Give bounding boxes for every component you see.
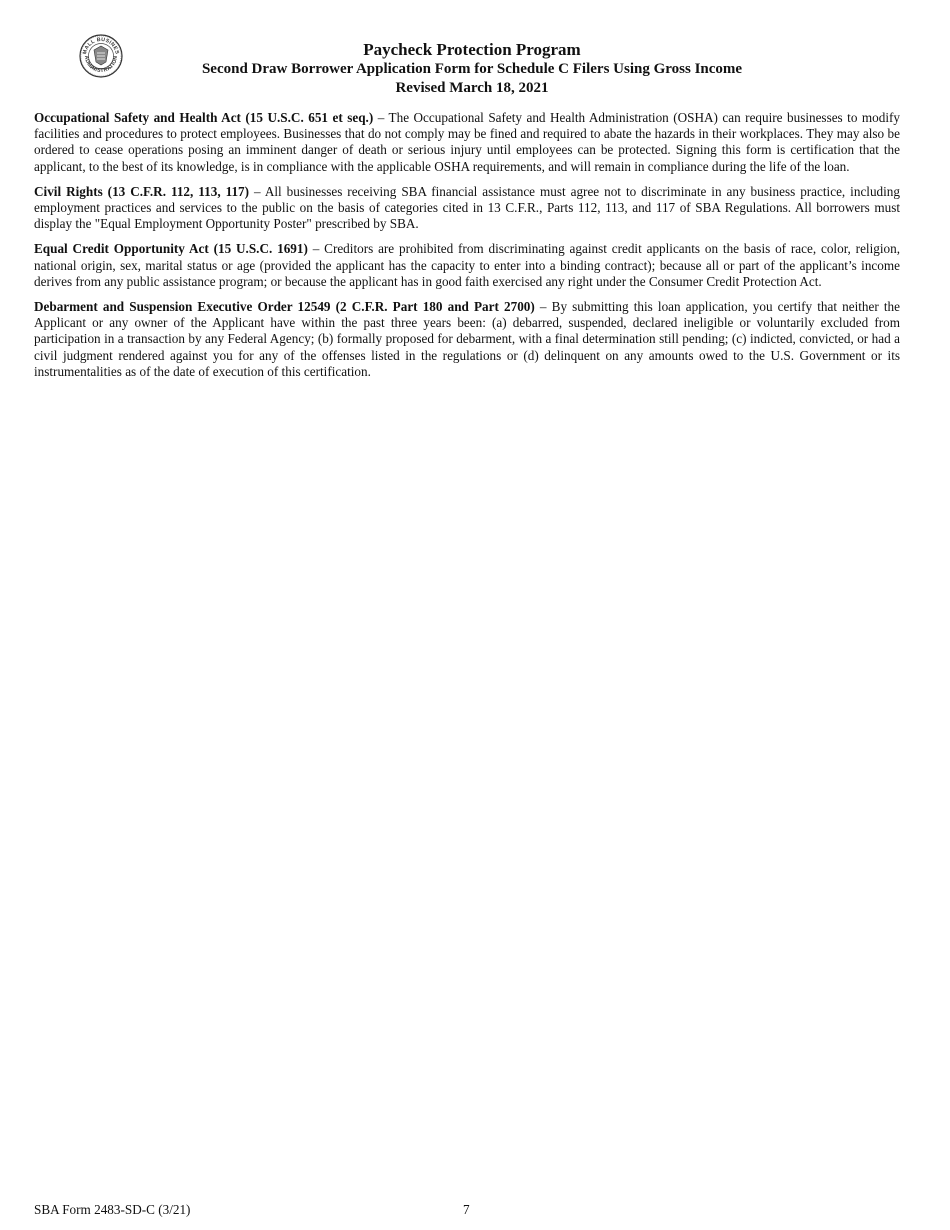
debarment-section	[34, 299, 900, 380]
page-number: 7	[463, 1202, 470, 1217]
document-body	[34, 110, 900, 389]
equal-credit-section	[34, 241, 900, 290]
form-id: SBA Form 2483-SD-C (3/21)	[34, 1202, 191, 1217]
page-title: Paycheck Protection Program	[363, 40, 581, 59]
section-heading: Occupational Safety and Health Act (15 U.S.C. 651 et seq.)	[34, 110, 374, 125]
section-body: – Creditors are prohibited from discriminating against credit applicants on the basis of race, color, religion, national origin, sex, marital status or age (provided the applicant has the capacity to enter into a binding contract); because all or part of the applicant’s income derives from any public assistance program; or because the applicant has in good faith exercised any right under the Consumer Credit Protection Act.	[34, 241, 901, 289]
civil-rights-section	[34, 184, 900, 233]
section-body: – The Occupational Safety and Health Administration (OSHA) can require businesses to modify facilities and procedures to protect employees. Businesses that do not comply may be fined and required to abate the hazards in their workplaces. They may also be ordered to cease operations posing an imminent danger of death or serious injury until employees can be protected. Signing this form is certification that the applicant, to the best of its knowledge, is in compliance with the applicable OSHA requirements, and will remain in compliance during the life of the loan.	[34, 110, 900, 174]
revision-date: Revised March 18, 2021	[395, 80, 549, 96]
section-heading: Debarment and Suspension Executive Order 12549 (2 C.F.R. Part 180 and Part 2700)	[34, 299, 535, 315]
osha-section	[34, 110, 900, 175]
form-header	[0, 40, 944, 97]
section-heading: Equal Credit Opportunity Act (15 U.S.C. 1691)	[34, 241, 308, 257]
section-body: – All businesses receiving SBA financial assistance must agree not to discriminate in any business practice, including employment practices and services to the public on the basis of categories cited in 13 C.F.R., Parts 112, 113, and 117 of SBA Regulations. All borrowers must display the "Equal Employment Opportunity Poster" prescribed by SBA.	[34, 183, 900, 232]
seal-top-text: MALL BUSINES	[82, 36, 120, 55]
section-body: – By submitting this loan application, you certify that neither the Applicant or any owner of the Applicant have within the past three years been: (a) debarred, suspended, declared ineligible or voluntarily excluded from participation in a transaction by any Federal Agency; (b) formally proposed for debarment, with a final determination still pending; (c) indicted, convicted, or had a civil judgment rendered against you for any of the offenses listed in the regulations or (d) delinquent on any amounts owed to the U.S. Government or its instrumentalities as of the date of execution of this certification.	[34, 299, 900, 379]
seal-bottom-text: ADMINISTRATION	[82, 55, 120, 75]
section-heading: Civil Rights (13 C.F.R. 112, 113, 117)	[34, 183, 250, 199]
form-subtitle: Second Draw Borrower Application Form for Schedule C Filers Using Gross Income	[201, 61, 743, 77]
